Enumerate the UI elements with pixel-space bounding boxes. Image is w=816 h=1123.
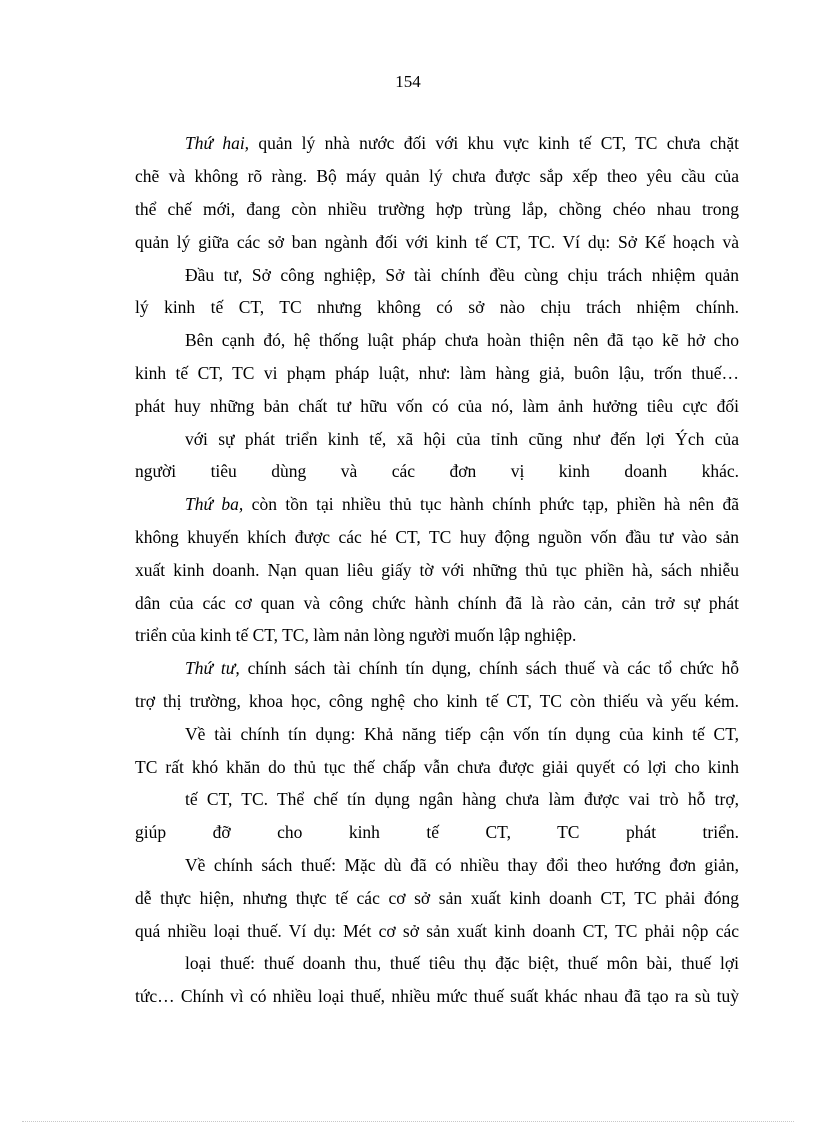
text-line: dân của các cơ quan và công chức hành chính đã là rào cản, cản trở sự phát xyxy=(135,593,739,613)
text-line: chẽ và không rõ ràng. Bộ máy quản lý chưa được sắp xếp theo yêu cầu của xyxy=(135,166,739,186)
text-line: quản lý giữa các sở ban ngành đối với kinh tế CT, TC. Ví dụ: Sở Kế hoạch và xyxy=(135,232,739,252)
text-line: thể chế mới, đang còn nhiều trường hợp trùng lắp, chồng chéo nhau trong xyxy=(135,199,739,219)
text-line: Thứ hai, quản lý nhà nước đối với khu vực kinh tế CT, TC chưa chặt xyxy=(185,133,739,153)
text-line: người tiêu dùng và các đơn vị kinh doanh khác. xyxy=(135,461,739,481)
text-line: kinh tế CT, TC vi phạm pháp luật, như: làm hàng giả, buôn lậu, trốn thuế… xyxy=(135,363,739,383)
text-line: Bên cạnh đó, hệ thống luật pháp chưa hoàn thiện nên đã tạo kẽ hở cho xyxy=(185,330,739,350)
text-line: xuất kinh doanh. Nạn quan liêu giấy tờ với những thủ tục phiền hà, sách nhiễu xyxy=(135,560,739,580)
emphasis-heading: Thứ hai, xyxy=(185,133,250,153)
text-line: phát huy những bản chất tư hữu vốn có của nó, làm ảnh hưởng tiêu cực đối xyxy=(135,396,739,416)
text-line: giúp đỡ cho kinh tế CT, TC phát triển. xyxy=(135,822,739,842)
text-line: dễ thực hiện, nhưng thực tế các cơ sở sản xuất kinh doanh CT, TC phải đóng xyxy=(135,888,739,908)
text-line: tức… Chính vì có nhiều loại thuế, nhiều mức thuế suất khác nhau đã tạo ra sù tuỳ xyxy=(135,986,739,1006)
text-line: triển của kinh tế CT, TC, làm nản lòng người muốn lập nghiệp. xyxy=(135,625,577,645)
text-line: Về tài chính tín dụng: Khả năng tiếp cận vốn tín dụng của kinh tế CT, xyxy=(185,724,739,744)
text-line: trợ thị trường, khoa học, công nghệ cho kinh tế CT, TC còn thiếu và yếu kém. xyxy=(135,691,739,711)
text-line: TC rất khó khăn do thủ tục thế chấp vẫn chưa được giải quyết có lợi cho kinh xyxy=(135,757,739,777)
text-line: không khuyến khích được các hé CT, TC huy động nguồn vốn đầu tư vào sản xyxy=(135,527,739,547)
text-line: Thứ ba, còn tồn tại nhiều thủ tục hành chính phức tạp, phiền hà nên đã xyxy=(185,494,739,514)
text-line: tế CT, TC. Thể chế tín dụng ngân hàng chưa làm được vai trò hỗ trợ, xyxy=(185,789,739,809)
page-bottom-divider xyxy=(22,1121,794,1122)
emphasis-heading: Thứ tư, xyxy=(185,658,240,678)
text-line: Đầu tư, Sở công nghiệp, Sở tài chính đều cùng chịu trách nhiệm quản xyxy=(185,265,739,285)
text-line: với sự phát triển kinh tế, xã hội của tỉnh cũng như đến lợi Ých của xyxy=(185,429,739,449)
text-line: loại thuế: thuế doanh thu, thuế tiêu thụ đặc biệt, thuế môn bài, thuế lợi xyxy=(185,953,739,973)
text-line: quá nhiều loại thuế. Ví dụ: Mét cơ sở sản xuất kinh doanh CT, TC phải nộp các xyxy=(135,921,739,941)
emphasis-heading: Thứ ba, xyxy=(185,494,244,514)
text-line: Thứ tư, chính sách tài chính tín dụng, chính sách thuế và các tổ chức hỗ xyxy=(185,658,739,678)
text-line: lý kinh tế CT, TC nhưng không có sở nào chịu trách nhiệm chính. xyxy=(135,297,739,317)
page-number: 154 xyxy=(395,72,421,91)
text-line: Về chính sách thuế: Mặc dù đã có nhiều thay đổi theo hướng đơn giản, xyxy=(185,855,739,875)
